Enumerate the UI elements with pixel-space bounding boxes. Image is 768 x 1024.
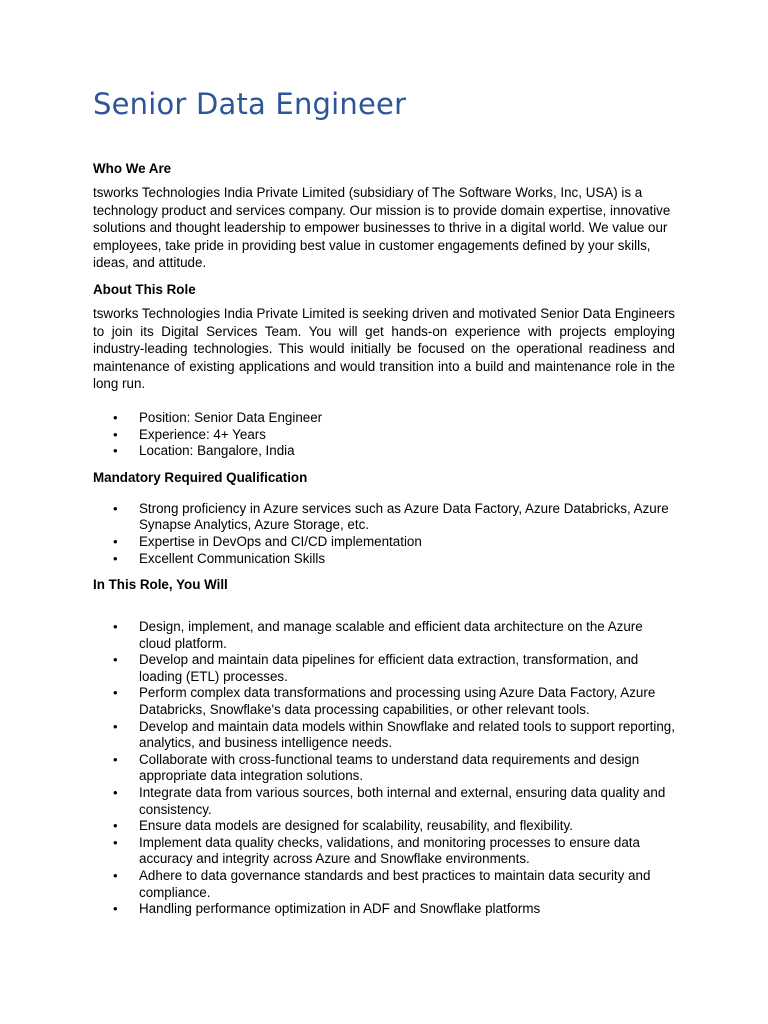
role-details-list — [93, 410, 675, 460]
bullet-icon: • — [113, 409, 118, 425]
bullet-icon: • — [113, 443, 118, 459]
list-item-text: Strong proficiency in Azure services such as Azure Data Factory, Azure Databricks, Azure Synapse Analytics, Azure Storage, etc. — [139, 500, 669, 533]
bullet-icon: • — [113, 619, 118, 635]
who-we-are-paragraph: tsworks Technologies India Private Limited (subsidiary of The Software Works, Inc, USA) is a technology product and services company. Our mission is to provide domain expertise, innovative solutions and thought leadership to empower businesses to thrive in a digital world. We value our employees, take pride in providing best value in customer engagements defined by your skills, ideas, and attitude. — [93, 185, 671, 271]
list-item — [93, 752, 675, 785]
list-item-text: Adhere to data governance standards and best practices to maintain data security and compliance. — [139, 868, 651, 900]
bullet-icon: • — [113, 834, 118, 850]
bullet-icon: • — [113, 550, 118, 566]
bullet-icon: • — [113, 685, 118, 701]
bullet-icon: • — [113, 718, 118, 734]
bullet-icon: • — [113, 785, 118, 801]
section-heading-in-this-role: In This Role, You Will — [93, 577, 228, 593]
list-item — [93, 619, 675, 652]
page-title: Senior Data Engineer — [93, 87, 407, 121]
list-item-text: Develop and maintain data models within Snowflake and related tools to support reporting, analytics, and business intelligence needs. — [139, 718, 675, 751]
bullet-icon: • — [113, 901, 118, 917]
about-role-paragraph: tsworks Technologies India Private Limited is seeking driven and motivated Senior Data Engineers to join its Digital Services Team. You will get hands-on experience with projects employing industry-leading technologies. This would initially be focused on the operational readiness and maintenance of existing applications and would transition into a build and maintenance role in the long run. — [93, 305, 675, 392]
list-item — [93, 501, 675, 534]
document-page — [93, 86, 675, 918]
bullet-icon: • — [113, 818, 118, 834]
list-item-text: Implement data quality checks, validations, and monitoring processes to ensure data accuracy and integrity across Azure and Snowflake environments. — [139, 834, 640, 867]
list-item — [93, 835, 675, 868]
mandatory-qualifications-list — [93, 501, 675, 567]
bullet-icon: • — [113, 426, 118, 442]
bullet-icon: • — [113, 500, 118, 516]
list-item — [93, 410, 675, 427]
list-item-text: Design, implement, and manage scalable and efficient data architecture on the Azure cloud platform. — [139, 619, 643, 651]
bullet-icon: • — [113, 652, 118, 668]
bullet-icon: • — [113, 751, 118, 767]
list-item — [93, 901, 675, 918]
list-item-text: Ensure data models are designed for scalability, reusability, and flexibility. — [139, 818, 573, 834]
list-item — [93, 534, 675, 551]
list-item — [93, 443, 675, 460]
list-item-text: Collaborate with cross-functional teams to understand data requirements and design appropriate data integration solutions. — [139, 751, 640, 784]
list-item-text: Excellent Communication Skills — [139, 550, 326, 566]
list-item-text: Perform complex data transformations and processing using Azure Data Factory, Azure Databricks, Snowflake's data processing capabilities, or other relevant tools. — [139, 685, 656, 718]
responsibilities-list — [93, 619, 675, 918]
list-item-text: Position: Senior Data Engineer — [139, 409, 323, 425]
list-item-text: Experience: 4+ Years — [139, 426, 266, 442]
list-item — [93, 719, 675, 752]
section-heading-mandatory: Mandatory Required Qualification — [93, 469, 308, 485]
list-item — [93, 785, 675, 818]
list-item-text: Develop and maintain data pipelines for efficient data extraction, transformation, and loading (ETL) processes. — [139, 652, 639, 684]
list-item-text: Integrate data from various sources, both internal and external, ensuring data quality and consistency. — [139, 785, 666, 817]
list-item — [93, 551, 675, 568]
list-item — [93, 427, 675, 444]
list-item — [93, 818, 675, 835]
list-item-text: Expertise in DevOps and CI/CD implementation — [139, 533, 422, 549]
list-item-text: Location: Bangalore, India — [139, 443, 295, 459]
bullet-icon: • — [113, 533, 118, 549]
list-item-text: Handling performance optimization in ADF and Snowflake platforms — [139, 901, 541, 917]
section-heading-about-role: About This Role — [93, 281, 196, 297]
bullet-icon: • — [113, 868, 118, 883]
list-item — [93, 868, 675, 901]
list-item — [93, 685, 675, 718]
list-item — [93, 652, 675, 685]
section-heading-who-we-are: Who We Are — [93, 161, 172, 176]
